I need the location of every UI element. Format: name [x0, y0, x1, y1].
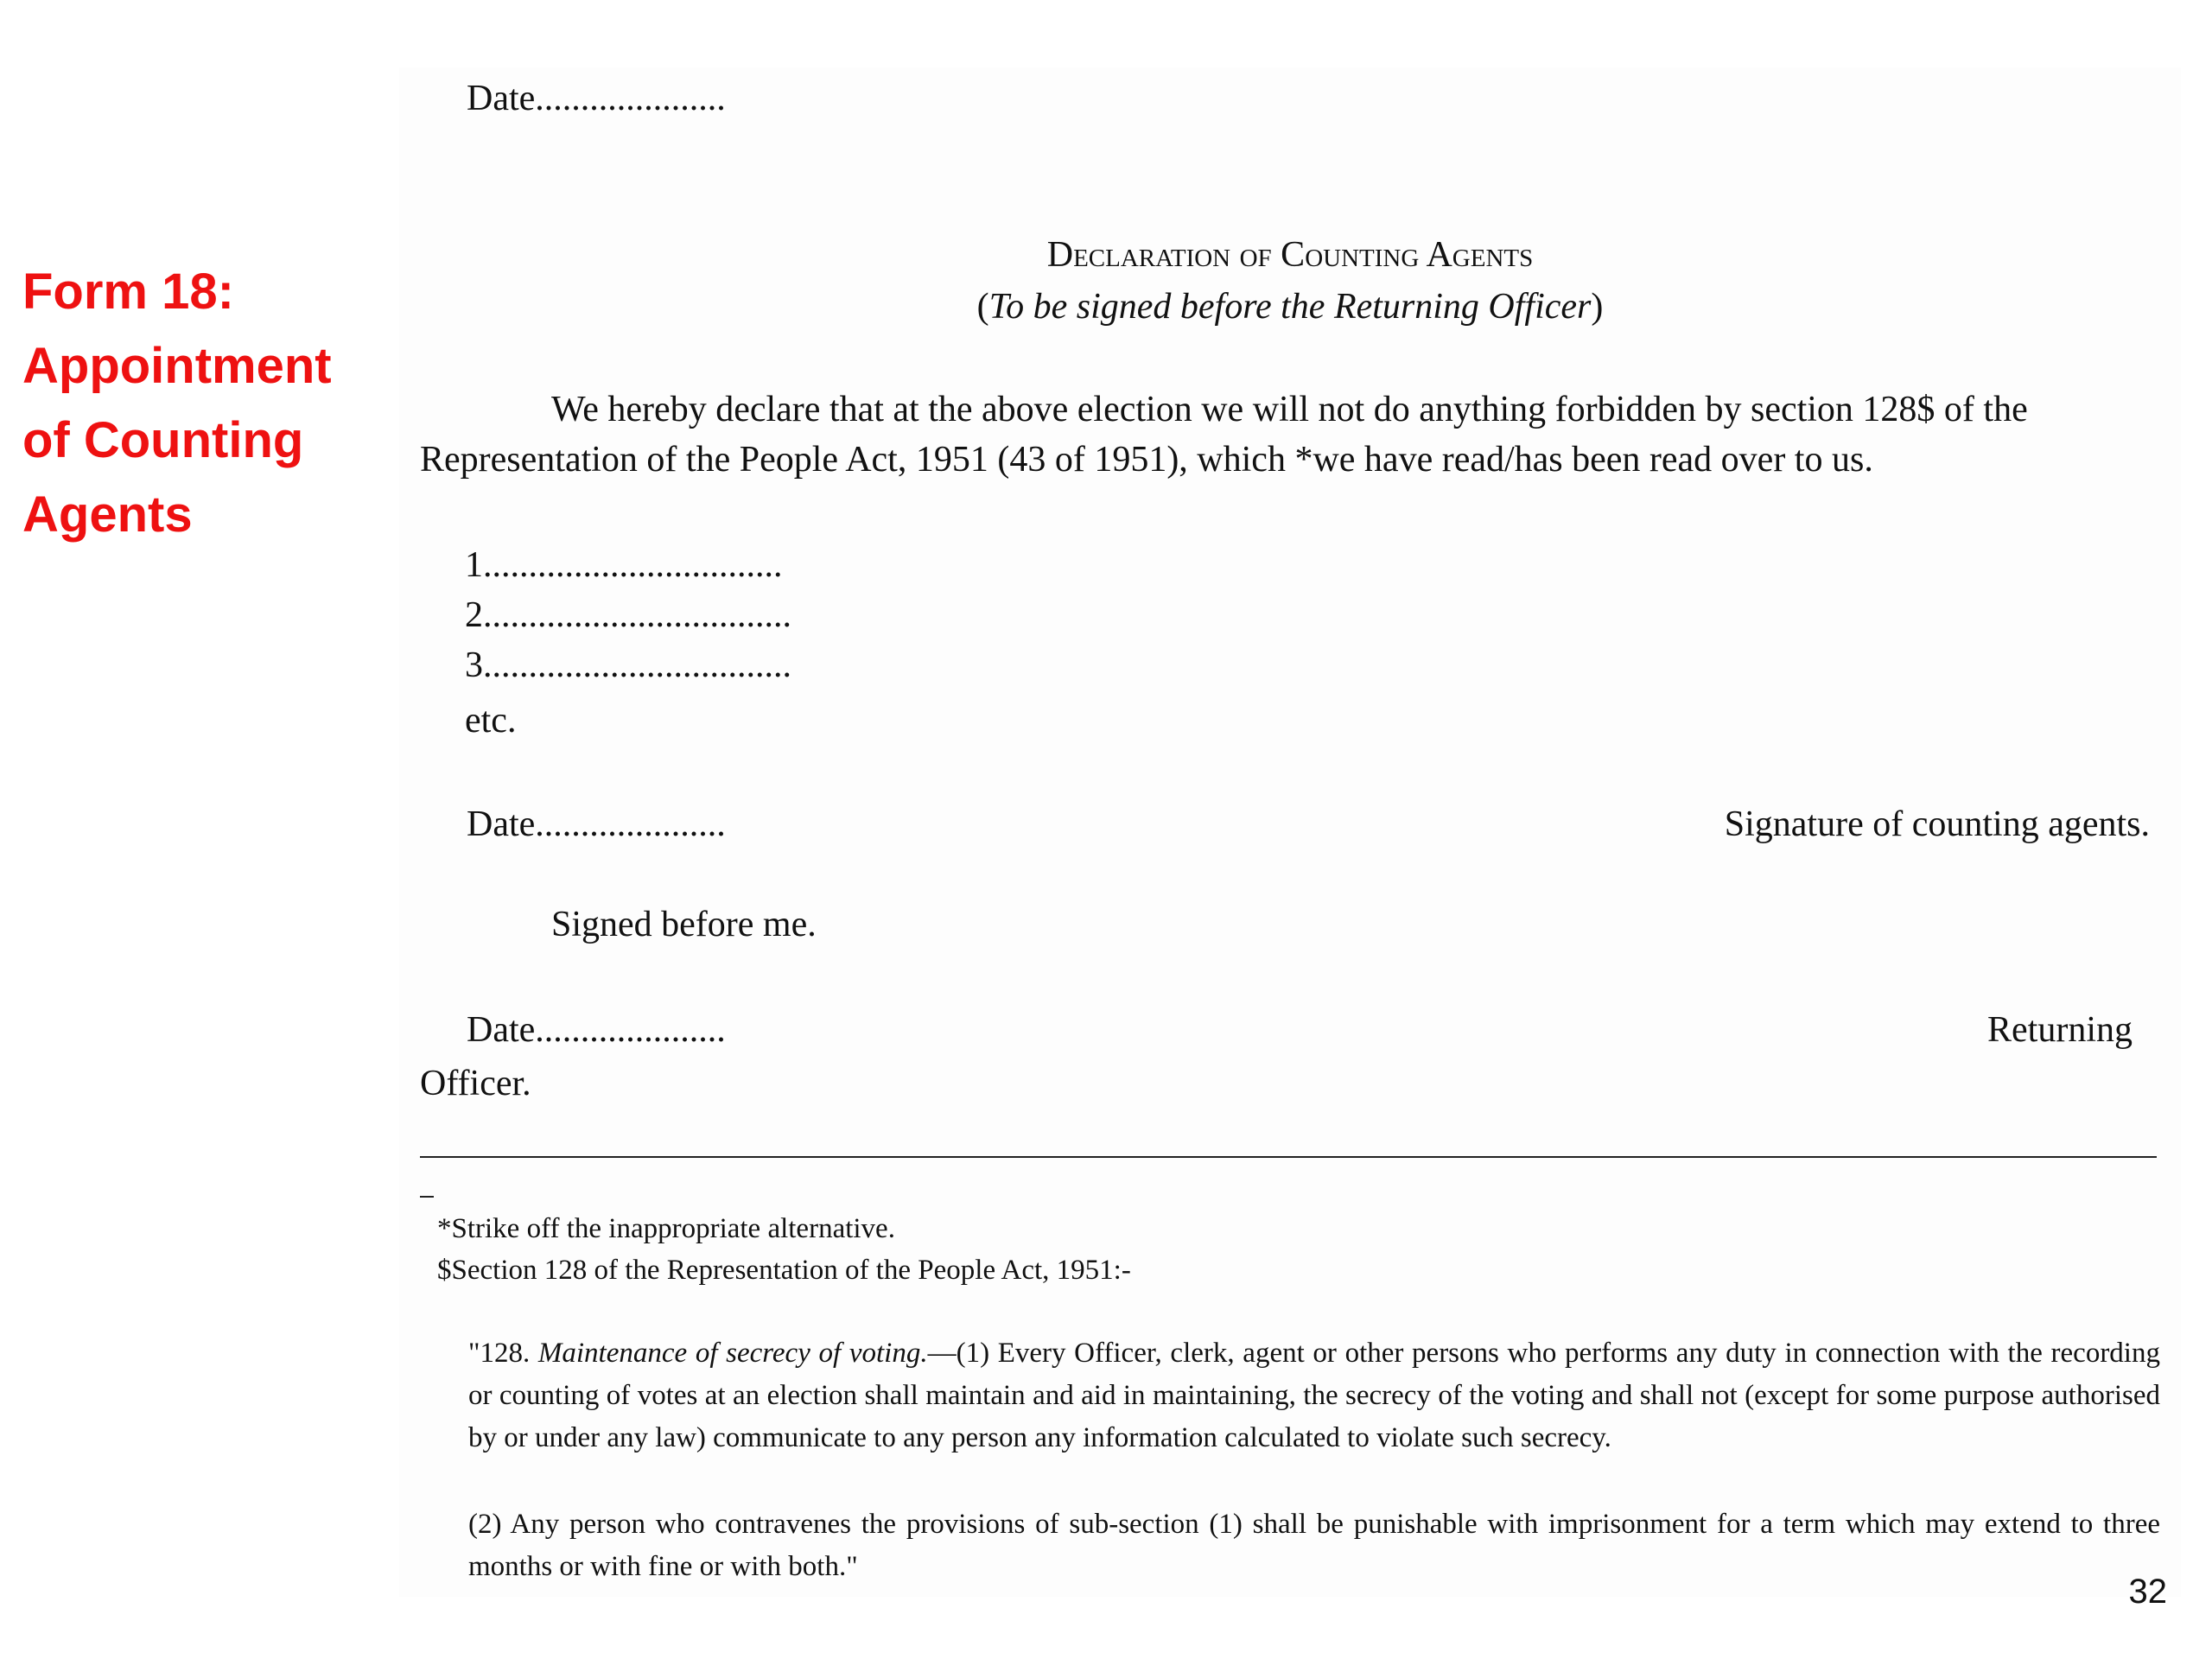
officer-label: Officer. [420, 1064, 531, 1103]
page-number: 32 [2128, 1573, 2167, 1611]
quote-number: "128. [468, 1338, 538, 1369]
slide-title [22, 255, 385, 552]
footnote-strike-off: *Strike off the inappropriate alternative. [437, 1213, 895, 1244]
agent-list-etc: etc. [465, 701, 517, 741]
subheading-close-paren: ) [1591, 287, 1604, 327]
scanned-form-document [399, 67, 2181, 1597]
declaration-line-2: Representation of the People Act, 1951 (43 of 1951), which *we have read/has been read over to us. [420, 440, 1873, 480]
slide-title-line-1: Form 18: [22, 264, 234, 320]
footnote-divider [420, 1156, 2157, 1158]
date-field-officer: Date..................... [467, 1010, 726, 1050]
date-field-top: Date..................... [467, 79, 726, 118]
slide-title-line-3: of Counting [22, 412, 304, 468]
slide-title-line-2: Appointment [22, 338, 332, 394]
quote-body-1: —(1) Every Officer, clerk, agent or other persons who performs any duty in connection with the recording or counting of votes at an election shall maintain and aid in maintaining, the secrecy of the voting and shall not (except for some purpose authorised by or under any law) communicate to any person any information calculated to violate such secrecy. [468, 1338, 2160, 1453]
declaration-line-1: We hereby declare that at the above election we will not do anything forbidden by section 128$ of the [551, 390, 2028, 429]
subheading-italic-text: To be signed before the Returning Officer [988, 287, 1592, 327]
date-field-agents: Date..................... [467, 804, 726, 844]
section-128-quote-clause-1 [468, 1332, 2160, 1459]
section-128-quote-clause-2: (2) Any person who contravenes the provisions of sub-section (1) shall be punishable with imprisonment for a term which may extend to three months or with fine or with both." [468, 1509, 2160, 1582]
quote-title: Maintenance of secrecy of voting. [537, 1338, 928, 1369]
footnote-mark [420, 1196, 434, 1198]
footnote-section-128: $Section 128 of the Representation of the People Act, 1951:- [437, 1255, 1131, 1286]
agent-line-1: 1................................. [465, 545, 783, 585]
form-heading: Declaration of Counting Agents [1046, 235, 1534, 275]
signed-before-me: Signed before me. [551, 905, 817, 944]
returning-label: Returning [1987, 1010, 2133, 1050]
slide-title-line-4: Agents [22, 486, 193, 543]
form-subheading [399, 286, 2181, 327]
signature-of-counting-agents: Signature of counting agents. [1724, 804, 2150, 844]
agent-line-3: 3.................................. [465, 645, 791, 685]
agent-line-2: 2.................................. [465, 595, 791, 635]
subheading-open-paren: ( [976, 287, 989, 327]
